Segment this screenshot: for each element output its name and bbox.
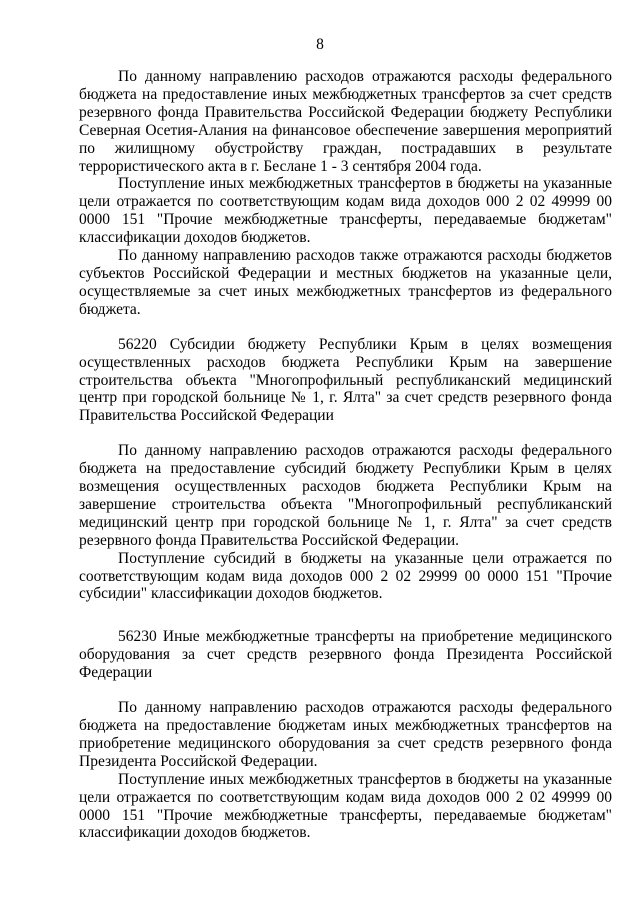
paragraph-regional-budgets-beslan: По данному направлению расходов также отражаются расходы бюджетов субъектов Российской Федерации и местных бюджетов на указанные цели, осуществляемые за счет иных межбюджетных трансфертов из федерального бюджета. (79, 247, 612, 318)
paragraph-expense-description-medical: По данному направлению расходов отражаются расходы федерального бюджета на предоставление бюджетам иных межбюджетных трансфертов на приобретение медицинского оборудования за счет средств резервного фонда Президента Российской Федерации. (79, 699, 612, 770)
document-body (79, 68, 612, 842)
section-heading-56230: 56230 Иные межбюджетные трансферты на приобретение медицинского оборудования за счет средств резервного фонда Президента Российской Федерации (79, 628, 612, 682)
paragraph-income-codes-crimea: Поступление субсидий в бюджеты на указанные цели отражается по соответствующим кодам вида доходов 000 2 02 29999 00 0000 151 "Прочие субсидии" классификации доходов бюджетов. (79, 549, 612, 603)
paragraph-income-codes-medical: Поступление иных межбюджетных трансфертов в бюджеты на указанные цели отражается по соответствующим кодам вида доходов 000 2 02 49999 00 0000 151 "Прочие межбюджетные трансферты, передаваемые бюджетам" классификации доходов бюджетов. (79, 770, 612, 842)
paragraph-income-codes-beslan: Поступление иных межбюджетных трансфертов в бюджеты на указанные цели отражается по соответствующим кодам вида доходов 000 2 02 49999 00 0000 151 "Прочие межбюджетные трансферты, передаваемые бюджетам" классификации доходов бюджетов. (79, 175, 612, 247)
paragraph-expense-description-beslan: По данному направлению расходов отражаются расходы федерального бюджета на предоставление иных межбюджетных трансфертов за счет средств резервного фонда Правительства Российской Федерации бюджету Республики Северная Осетия-Алания на финансовое обеспечение завершения мероприятий по жилищному обустройству граждан, пострадавших в результате террористического акта в г. Беслане 1 - 3 сентября 2004 года. (79, 68, 612, 175)
page-number: 8 (316, 36, 324, 53)
section-heading-56220: 56220 Субсидии бюджету Республики Крым в целях возмещения осуществленных расходов бюджета Республики Крым на завершение строительства объекта "Многопрофильный республиканский медицинский центр при городской больнице № 1, г. Ялта" за счет средств резервного фонда Правительства Российской Федерации (79, 335, 612, 425)
paragraph-expense-description-crimea: По данному направлению расходов отражаются расходы федерального бюджета на предоставление субсидий бюджету Республики Крым в целях возмещения осуществленных расходов бюджета Республики Крым на завершение строительства объекта "Многопрофильный республиканский медицинский центр при городской больнице № 1, г. Ялта" за счет средств резервного фонда Правительства Российской Федерации. (79, 442, 612, 549)
